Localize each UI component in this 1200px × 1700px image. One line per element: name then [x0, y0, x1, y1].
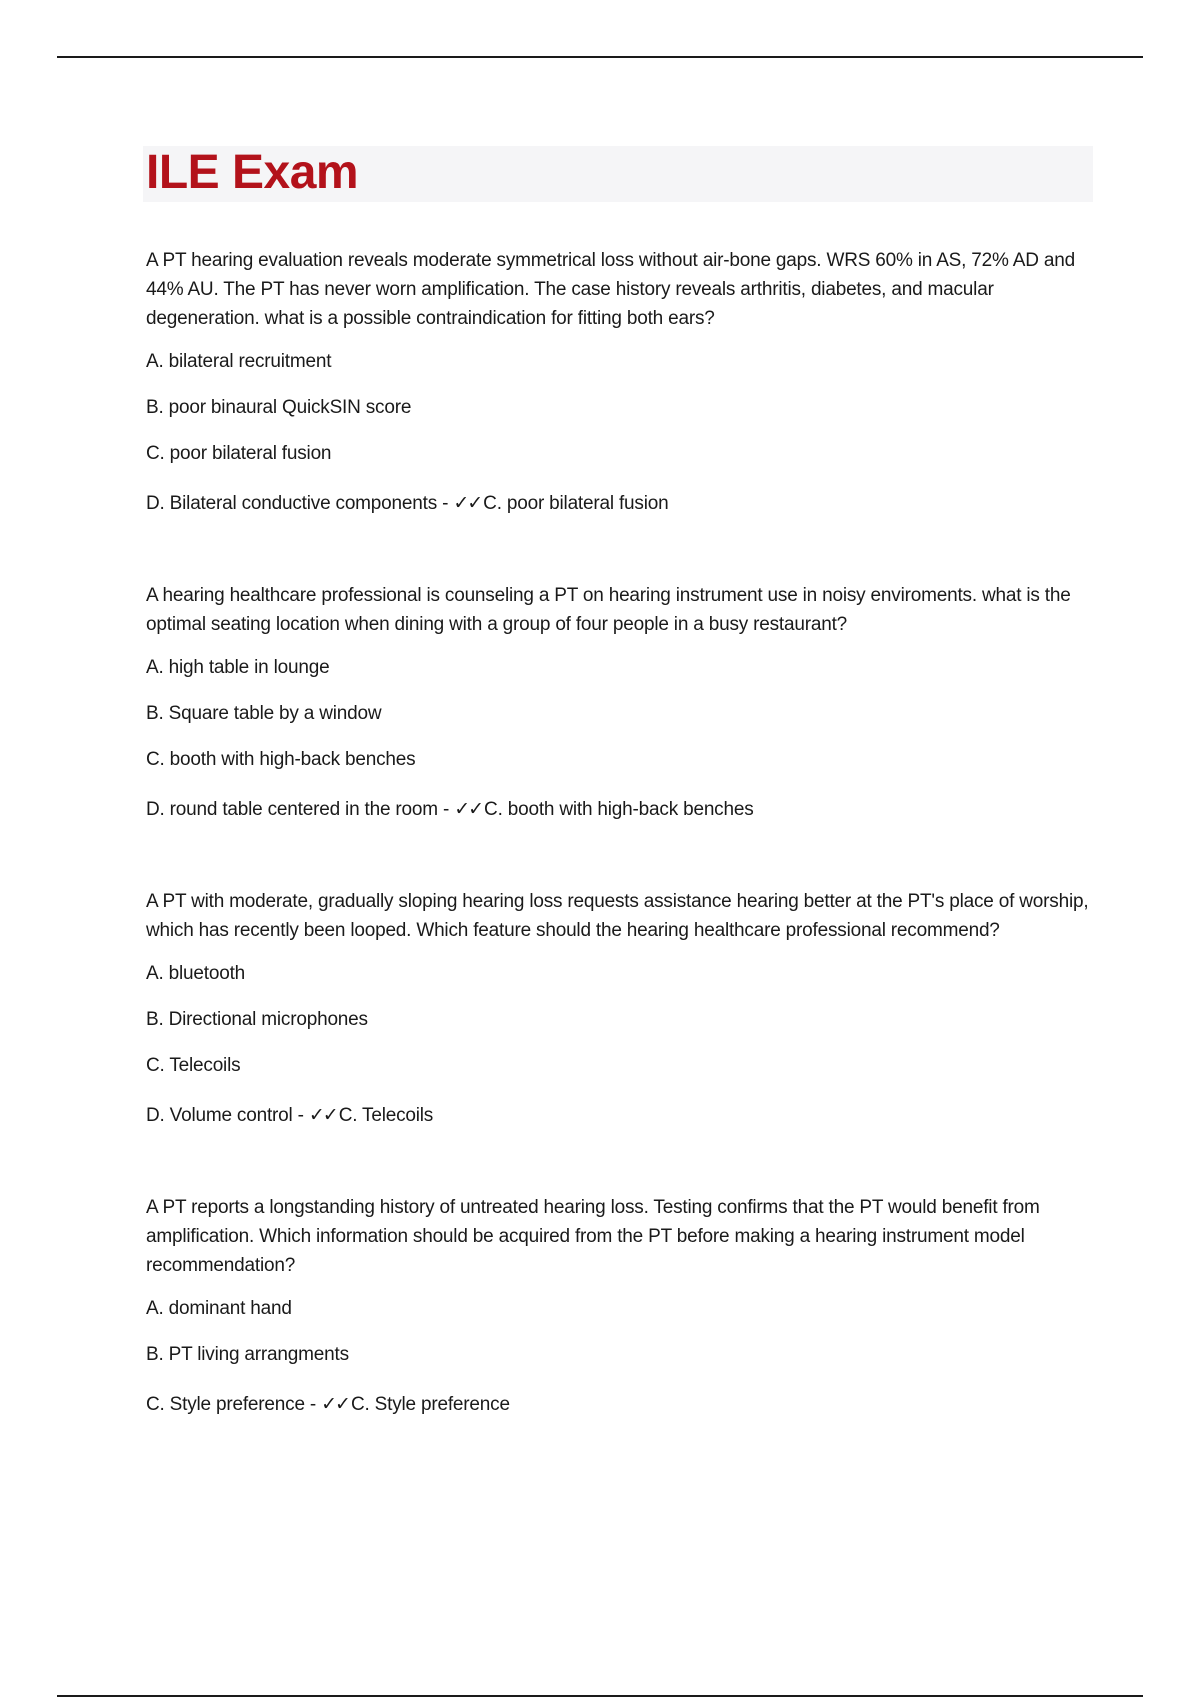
double-check-icon: ✓✓: [321, 1393, 349, 1415]
question-text: A PT with moderate, gradually sloping hearing loss requests assistance hearing better at the PT's place of worship, which has recently been looped. Which feature should the hearing healthcare professional recommend?: [146, 891, 1089, 941]
answer-option: C. Style preference -: [146, 1394, 317, 1415]
question-text: A PT reports a longstanding history of untreated hearing loss. Testing confirms that the PT would benefit from amplification. Which information should be acquired from the PT before making a hearing instrument model recommendation?: [146, 1197, 1040, 1276]
answer-option: A. high table in lounge: [146, 657, 330, 678]
question-text: A PT hearing evaluation reveals moderate symmetrical loss without air-bone gaps. WRS 60% in AS, 72% AD and 44% AU. The PT has never worn amplification. The case history reveals arthritis, diabetes, and macular degeneration. what is a possible contraindication for fitting both ears?: [146, 250, 1075, 329]
answer-option: B. Directional microphones: [146, 1009, 368, 1030]
answer-option: A. bluetooth: [146, 963, 246, 984]
answer-option: A. bilateral recruitment: [146, 351, 332, 372]
question-block: [146, 887, 1096, 1135]
answer-option: D. Bilateral conductive components -: [146, 493, 449, 514]
correct-answer: C. Style preference: [350, 1394, 510, 1415]
footer-rule: [57, 1695, 1143, 1697]
answer-option-with-key: [146, 489, 1096, 523]
double-check-icon: ✓✓: [308, 1104, 337, 1126]
answer-option-with-key: [146, 795, 1096, 829]
answer-option: B. PT living arrangments: [146, 1344, 349, 1365]
answer-option: C. poor bilateral fusion: [146, 443, 332, 464]
question-text: A hearing healthcare professional is counseling a PT on hearing instrument use in noisy enviroments. what is the optimal seating location when dining with a group of four people in a busy restaurant?: [146, 585, 1071, 635]
double-check-icon: ✓✓: [453, 492, 482, 514]
double-check-icon: ✓✓: [454, 798, 483, 820]
correct-answer: C. Telecoils: [338, 1105, 434, 1126]
correct-answer: C. poor bilateral fusion: [483, 493, 669, 514]
answer-option: D. Volume control -: [146, 1105, 304, 1126]
answer-option-with-key: [146, 1390, 1096, 1424]
document-title: ILE Exam: [146, 146, 359, 199]
correct-answer: C. booth with high-back benches: [484, 799, 754, 820]
answer-option: A. dominant hand: [146, 1298, 292, 1319]
header-rule: [57, 56, 1143, 58]
answer-option-with-key: [146, 1101, 1096, 1135]
answer-option: C. booth with high-back benches: [146, 749, 416, 770]
question-list: [146, 246, 1096, 1482]
answer-option: D. round table centered in the room -: [146, 799, 450, 820]
answer-option: B. Square table by a window: [146, 703, 382, 724]
question-block: [146, 1193, 1096, 1424]
question-block: [146, 246, 1096, 523]
answer-option: C. Telecoils: [146, 1055, 241, 1076]
answer-option: B. poor binaural QuickSIN score: [146, 397, 412, 418]
question-block: [146, 581, 1096, 829]
